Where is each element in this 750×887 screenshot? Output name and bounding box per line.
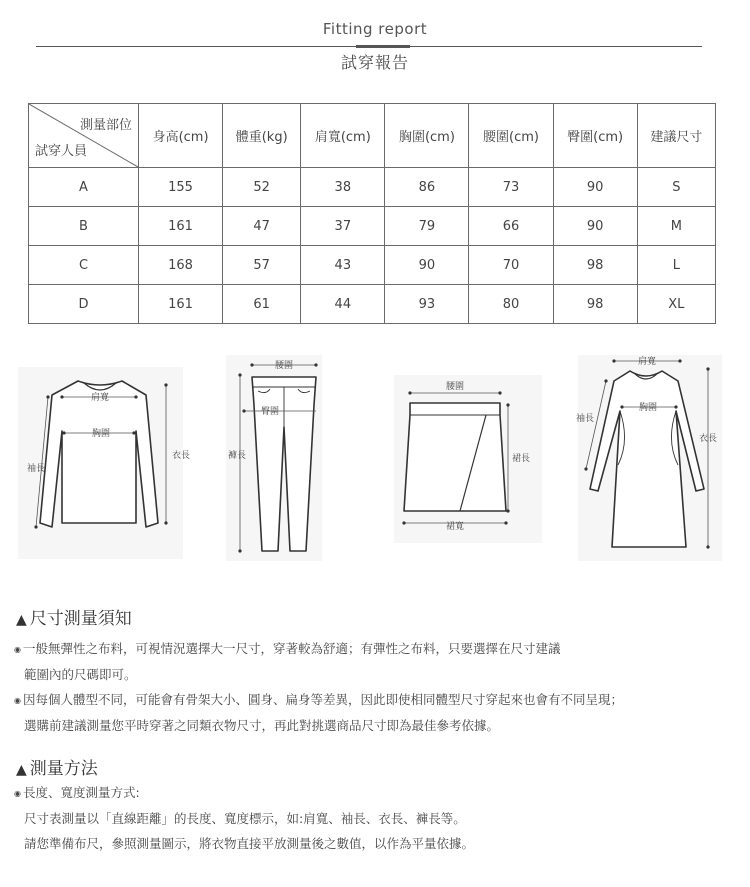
row-name: C [29, 246, 139, 285]
cell: 93 [385, 285, 469, 324]
cell: L [637, 246, 715, 285]
cell: XL [637, 285, 715, 324]
sweater-length-label: 衣長 [172, 451, 191, 461]
dress-shoulder-label: 肩寬 [637, 357, 657, 367]
cell: 90 [553, 207, 637, 246]
method-line-3: 請您準備布尺，參照測量圖示，將衣物直接平放測量後之數值，以作為平量依據。 [24, 836, 475, 851]
title-en: Fitting report [322, 20, 428, 38]
sweater-chest-label: 胸圍 [91, 429, 111, 439]
corner-bottom-label: 試穿人員 [35, 144, 88, 159]
measurement-diagrams [0, 345, 750, 565]
cell: 155 [139, 168, 223, 207]
title-zh: 試穿報告 [340, 53, 409, 72]
triangle-icon: ▲ [16, 762, 27, 778]
report-header [0, 20, 750, 73]
method-body [14, 780, 474, 856]
cell: 98 [553, 285, 637, 324]
cell: 44 [301, 285, 385, 324]
cell: 161 [139, 207, 223, 246]
corner-top-label: 測量部位 [79, 118, 132, 133]
cell: 66 [469, 207, 553, 246]
cell: 80 [469, 285, 553, 324]
notes-title: ▲ 尺寸測量須知 [16, 609, 132, 629]
sweater-sleeve-label: 袖長 [27, 464, 46, 474]
table-row [29, 207, 716, 246]
row-name: A [29, 168, 139, 207]
dress-chest-label: 胸圍 [638, 403, 658, 413]
bullet-icon: ◉ [14, 696, 21, 705]
cell: 86 [385, 168, 469, 207]
table-row [29, 246, 716, 285]
cell: 168 [139, 246, 223, 285]
col-header: 建議尺寸 [637, 104, 715, 168]
cell: 52 [223, 168, 301, 207]
cell: 161 [139, 285, 223, 324]
cell: 37 [301, 207, 385, 246]
fitting-table [28, 103, 716, 324]
sweater-shoulder-label: 肩寬 [90, 393, 110, 403]
cell: 98 [553, 246, 637, 285]
table-row [29, 285, 716, 324]
cell: 90 [385, 246, 469, 285]
cell: 47 [223, 207, 301, 246]
method-line-1: 長度、寬度測量方式: [22, 785, 140, 800]
cell: 73 [469, 168, 553, 207]
notes-body [14, 636, 623, 738]
cell: 79 [385, 207, 469, 246]
pants-waist-label: 腰圍 [274, 361, 294, 371]
row-name: B [29, 207, 139, 246]
cell: 43 [301, 246, 385, 285]
corner-cell [29, 104, 139, 168]
skirt-length-label: 裙長 [512, 454, 531, 464]
table-row [29, 168, 716, 207]
cell: M [637, 207, 715, 246]
pants-hip-label: 臀圍 [260, 407, 280, 417]
bullet-icon: ◉ [14, 645, 21, 654]
col-header: 體重(kg) [223, 104, 301, 168]
skirt-width-label: 裙寬 [445, 522, 465, 532]
cell: 38 [301, 168, 385, 207]
col-header: 腰圍(cm) [469, 104, 553, 168]
header-accent [356, 45, 410, 48]
col-header: 臀圍(cm) [553, 104, 637, 168]
dress-sleeve-label: 袖長 [576, 414, 595, 424]
cell: 61 [223, 285, 301, 324]
col-header: 身高(cm) [139, 104, 223, 168]
dress-diagram [578, 355, 722, 561]
table-header-row [29, 104, 716, 168]
cell: S [637, 168, 715, 207]
triangle-icon: ▲ [16, 612, 27, 628]
note-2-line-1: 因每個人體型不同，可能會有骨架大小、圓身、扁身等差異，因此即使相同體型尺寸穿起來也會有不同呈現； [22, 692, 623, 707]
col-header: 胸圍(cm) [385, 104, 469, 168]
note-1-line-2: 範圍內的尺碼即可。 [24, 667, 137, 682]
note-2-line-2: 選購前建議測量您平時穿著之同類衣物尺寸，再此對挑選商品尺寸即為最佳參考依據。 [24, 718, 500, 733]
cell: 57 [223, 246, 301, 285]
pants-length-label: 褲長 [228, 451, 247, 461]
bullet-icon: ◉ [14, 789, 21, 798]
dress-length-label: 衣長 [699, 434, 718, 444]
cell: 70 [469, 246, 553, 285]
note-1-line-1: 一般無彈性之布料，可視情況選擇大一尺寸，穿著較為舒適；有彈性之布料，只要選擇在尺寸建議 [22, 641, 561, 656]
row-name: D [29, 285, 139, 324]
method-line-2: 尺寸表測量以「直線距離」的長度、寬度標示，如:肩寬、袖長、衣長、褲長等。 [24, 811, 466, 826]
col-header: 肩寬(cm) [301, 104, 385, 168]
method-title: ▲ 測量方法 [16, 759, 98, 779]
cell: 90 [553, 168, 637, 207]
skirt-waist-label: 腰圍 [445, 382, 465, 392]
